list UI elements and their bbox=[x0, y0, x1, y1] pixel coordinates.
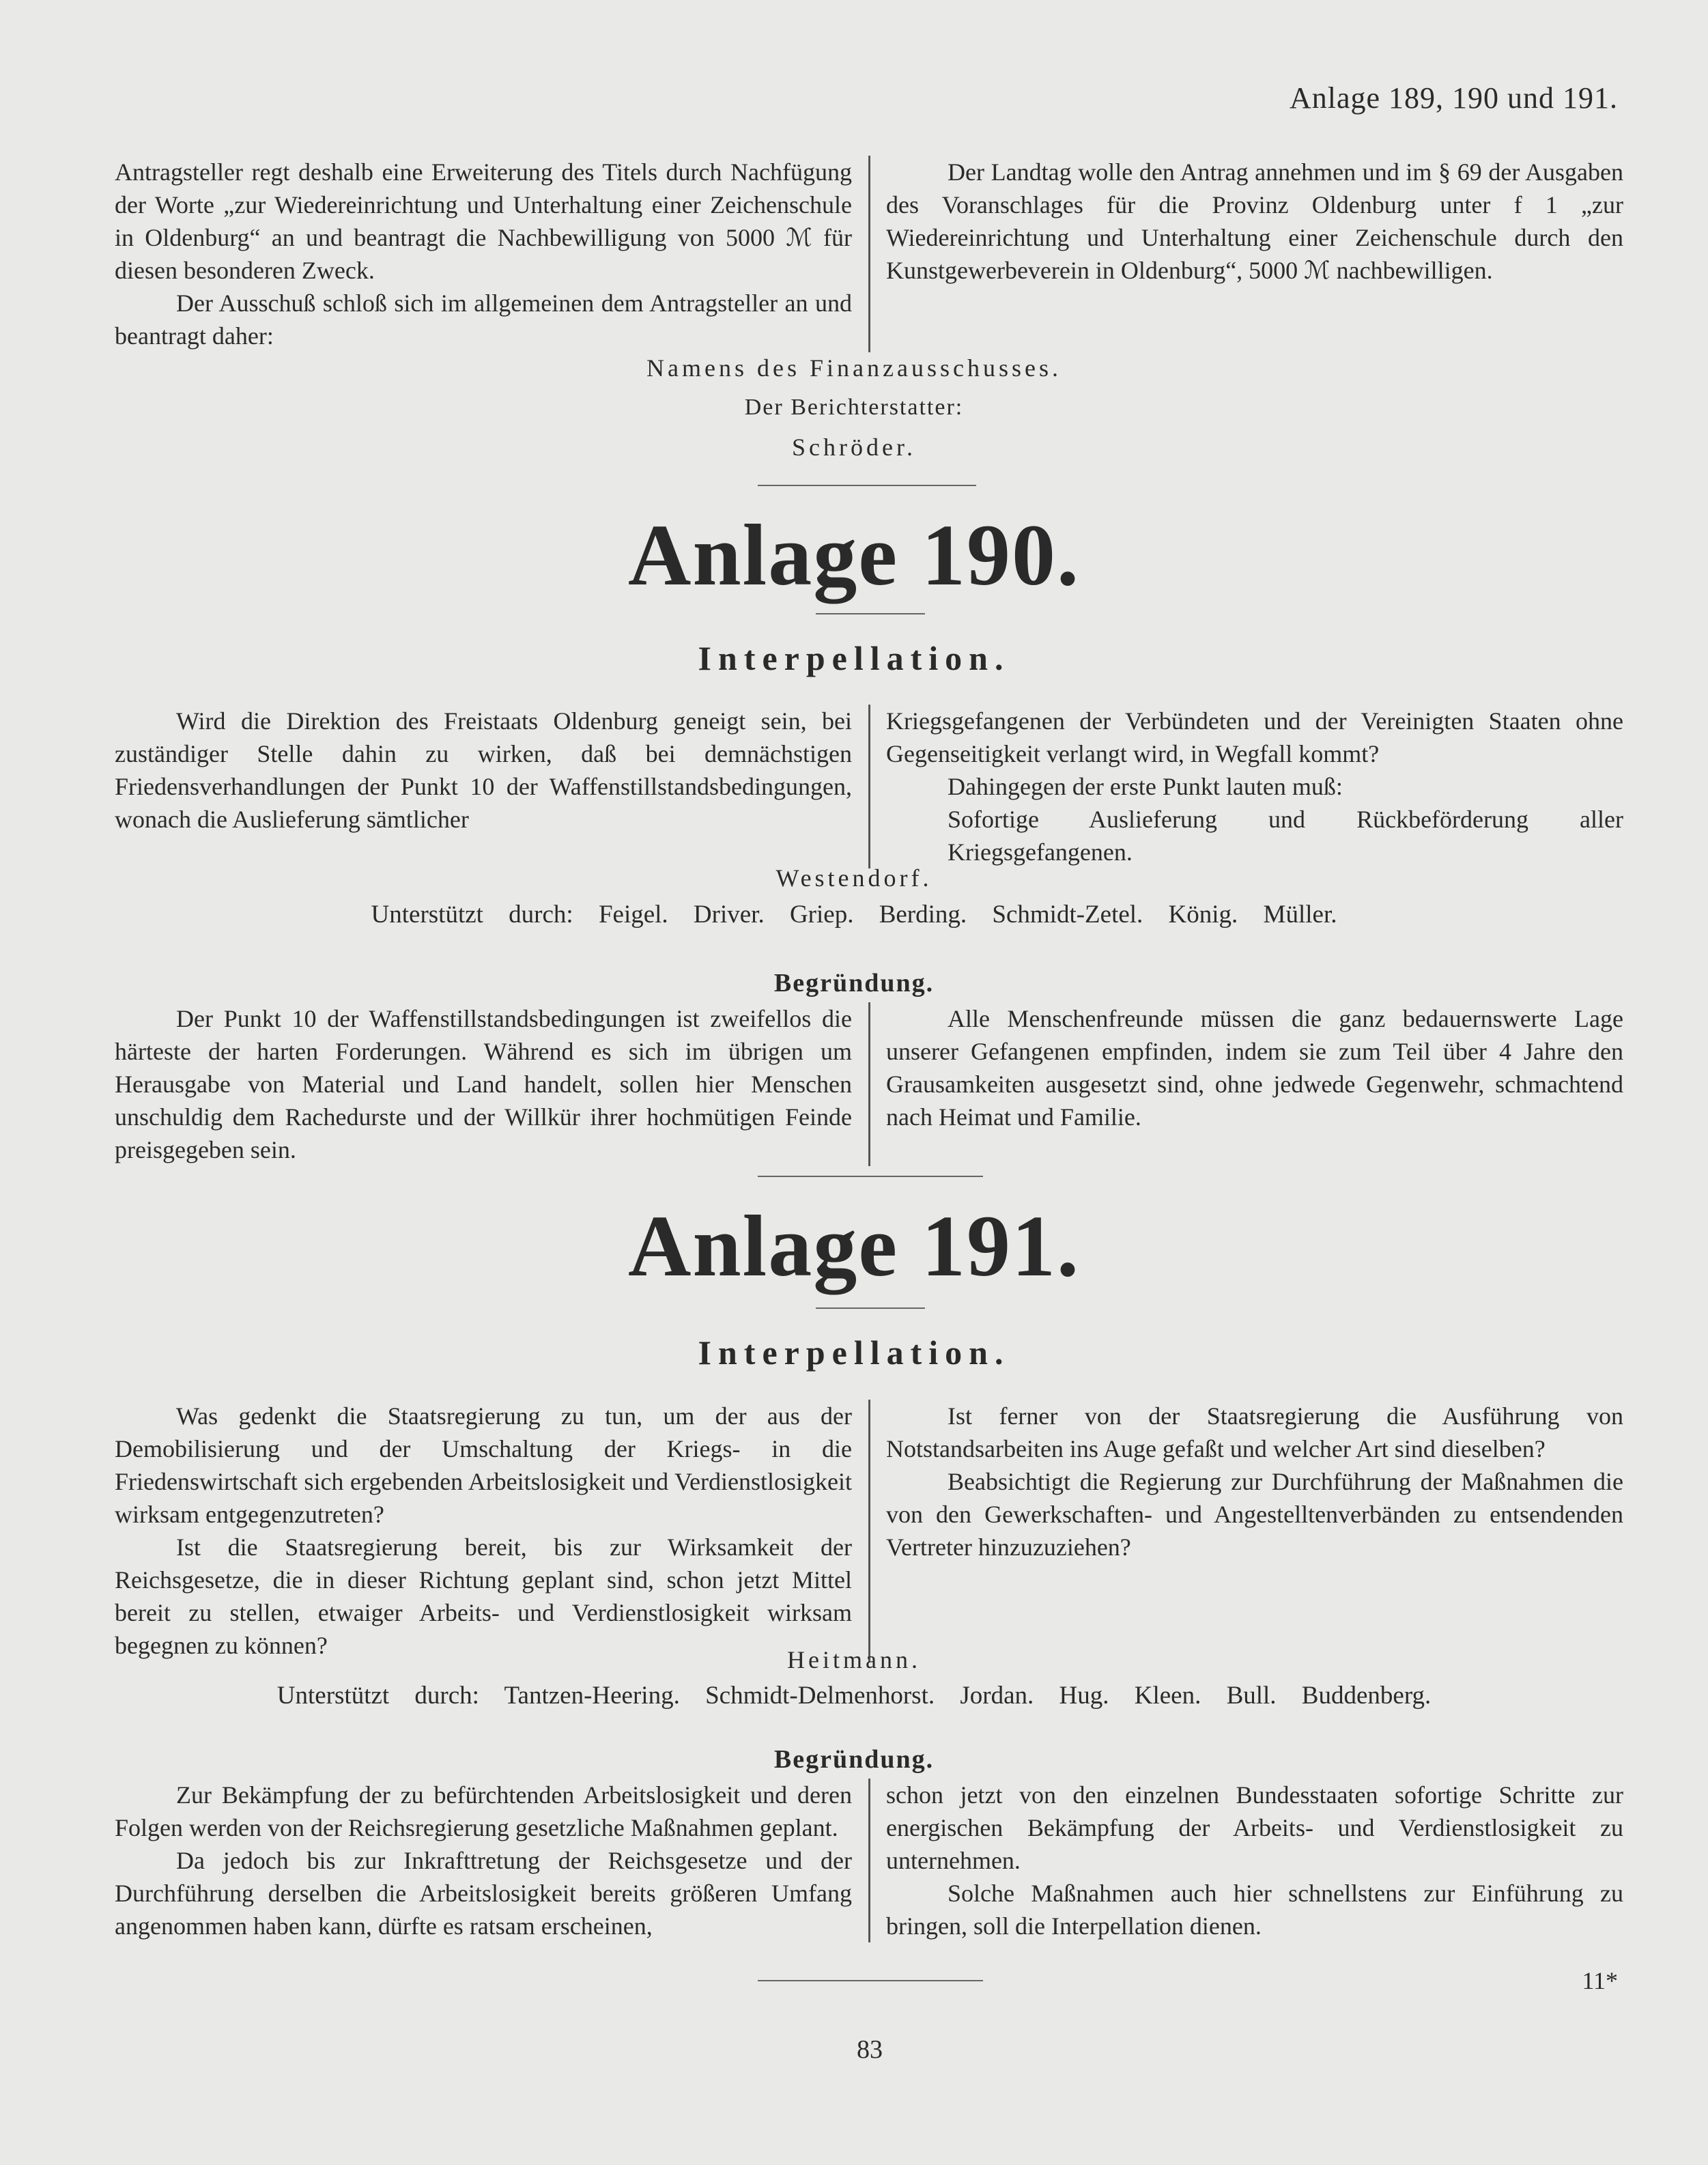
anlage190-title: Anlage 190. bbox=[628, 507, 1080, 604]
paragraph: Der Ausschuß schloß sich im allgemeinen dem Antragsteller an und beantragt daher: bbox=[115, 289, 852, 350]
anlage190-reason-title: Begründung. bbox=[773, 969, 935, 997]
paragraph: Wird die Direktion des Freistaats Oldenburg geneigt sein, bei zuständiger Stelle dahin zu wirken, daß bei demnächstigen Friedensverhandlungen der Punkt 10 der Waffenstillstandsbedingungen, wonach die Auslieferung sämtlicher bbox=[115, 707, 852, 833]
paragraph: Dahingegen der erste Punkt lauten muß: bbox=[948, 773, 1343, 800]
anlage191-title: Anlage 191. bbox=[628, 1198, 1080, 1294]
anlage190-right-column bbox=[886, 705, 1623, 868]
paragraph: Sofortige Auslieferung und Rückbeförderung aller Kriegsgefangenen. bbox=[948, 806, 1623, 866]
column-divider bbox=[868, 705, 870, 868]
paragraph: Was gedenkt die Staatsregierung zu tun, um der aus der Demobilisierung und der Umschaltung der Kriegs- in die Friedenswirtschaft sich ergebenden Arbeitslosigkeit und Verdienstlosigkeit wirksam entgegenzutreten? bbox=[115, 1402, 852, 1528]
paragraph: Solche Maßnahmen auch hier schnellstens zur Einführung zu bringen, soll die Interpellation dienen. bbox=[886, 1880, 1623, 1940]
divider bbox=[758, 485, 976, 486]
column-divider bbox=[868, 1400, 870, 1662]
paragraph: Beabsichtigt die Regierung zur Durchführung der Maßnahmen die von den Gewerkschaften- und Angestelltenverbänden zu entsendenden Vertreter hinzuzuziehen? bbox=[886, 1468, 1623, 1561]
page-number: 83 bbox=[857, 2035, 883, 2064]
anlage190-body bbox=[115, 705, 1623, 868]
paragraph: schon jetzt von den einzelnen Bundesstaaten sofortige Schritte zur energischen Bekämpfung der Arbeits- und Verdienstlosigkeit zu unternehmen. bbox=[886, 1781, 1623, 1874]
sheet-mark: 11* bbox=[1582, 1967, 1618, 1994]
paragraph: Zur Bekämpfung der zu befürchtenden Arbeitslosigkeit und deren Folgen werden von der Reichsregierung gesetzliche Maßnahmen geplant. bbox=[115, 1781, 852, 1841]
paragraph: Kriegsgefangenen der Verbündeten und der Vereinigten Staaten ohne Gegenseitigkeit verlangt wird, in Wegfall kommt? bbox=[886, 707, 1623, 767]
anlage190-supporters: Unterstützt durch: Feigel. Driver. Griep. Berding. Schmidt-Zetel. König. Müller. bbox=[371, 901, 1337, 929]
column-divider bbox=[868, 1002, 870, 1166]
anlage189-left-column bbox=[115, 156, 852, 352]
column-divider bbox=[868, 1779, 870, 1942]
column-divider bbox=[868, 156, 870, 352]
paragraph: Der Landtag wolle den Antrag annehmen und im § 69 der Ausgaben des Voranschlages für die Provinz Oldenburg unter f 1 „zur Wiedereinrichtung und Unterhaltung einer Zeichenschule durch den Kunstgewerbeverein in Oldenburg“, 5000 ℳ nachbewilligen. bbox=[886, 158, 1623, 284]
anlage189-body bbox=[115, 156, 1623, 352]
divider bbox=[758, 1176, 983, 1177]
anlage191-right-column bbox=[886, 1400, 1623, 1662]
anlage190-left-column bbox=[115, 705, 852, 868]
reporter-role: Der Berichterstatter: bbox=[744, 395, 964, 420]
anlage191-signer: Heitmann. bbox=[787, 1646, 921, 1673]
anlage191-reason-left bbox=[115, 1779, 852, 1942]
committee-line: Namens des Finanzausschusses. bbox=[646, 354, 1062, 382]
anlage190-subtitle: Interpellation. bbox=[698, 639, 1010, 677]
anlage191-body bbox=[115, 1400, 1623, 1662]
paragraph: Alle Menschenfreunde müssen die ganz bedauernswerte Lage unserer Gefangenen empfinden, indem sie zum Teil über 4 Jahre den Grausamkeiten ausgesetzt sind, ohne jedwede Gegenwehr, schmachtend nach Heimat und Familie. bbox=[886, 1005, 1623, 1131]
page-header: Anlage 189, 190 und 191. bbox=[1289, 81, 1618, 115]
anlage191-reason-body bbox=[115, 1779, 1623, 1942]
anlage191-supporters: Unterstützt durch: Tantzen-Heering. Schmidt-Delmenhorst. Jordan. Hug. Kleen. Bull. Buddenberg. bbox=[276, 1682, 1432, 1710]
anlage189-right-column bbox=[886, 156, 1623, 352]
paragraph: Antragsteller regt deshalb eine Erweiterung des Titels durch Nachfügung der Worte „zur Wiedereinrichtung und Unterhaltung einer Zeichenschule in Oldenburg“ an und beantragt die Nachbewilligung von 5000 ℳ für diesen besonderen Zweck. bbox=[115, 158, 852, 284]
divider bbox=[816, 613, 925, 614]
anlage191-reason-right bbox=[886, 1779, 1623, 1942]
anlage190-signer: Westendorf. bbox=[775, 864, 933, 892]
anlage191-left-column bbox=[115, 1400, 852, 1662]
anlage190-reason-left bbox=[115, 1002, 852, 1166]
anlage191-subtitle: Interpellation. bbox=[698, 1333, 1010, 1372]
paragraph: Ist ferner von der Staatsregierung die Ausführung von Notstandsarbeiten ins Auge gefaßt und welcher Art sind dieselben? bbox=[886, 1402, 1623, 1462]
paragraph: Ist die Staatsregierung bereit, bis zur Wirksamkeit der Reichsgesetze, die in dieser Richtung geplant sind, schon jetzt Mittel bereit zu stellen, etwaiger Arbeits- und Verdienstlosigkeit wirksam begegnen zu können? bbox=[115, 1533, 852, 1659]
divider bbox=[758, 1980, 983, 1981]
paragraph: Der Punkt 10 der Waffenstillstandsbedingungen ist zweifellos die härteste der harten Forderungen. Während es sich im übrigen um Herausgabe von Material und Land handelt, sollen hier Menschen unschuldig dem Rachedurste und der Willkür ihrer hochmütigen Feinde preisgegeben sein. bbox=[115, 1005, 852, 1163]
reporter-name: Schröder. bbox=[792, 434, 916, 461]
divider bbox=[816, 1307, 925, 1309]
anlage191-reason-title: Begründung. bbox=[773, 1745, 935, 1774]
anlage190-reason-right bbox=[886, 1002, 1623, 1166]
anlage190-reason-body bbox=[115, 1002, 1623, 1166]
paragraph: Da jedoch bis zur Inkrafttretung der Reichsgesetze und der Durchführung derselben die Arbeitslosigkeit bereits größeren Umfang angenommen haben kann, dürfte es ratsam erscheinen, bbox=[115, 1847, 852, 1940]
